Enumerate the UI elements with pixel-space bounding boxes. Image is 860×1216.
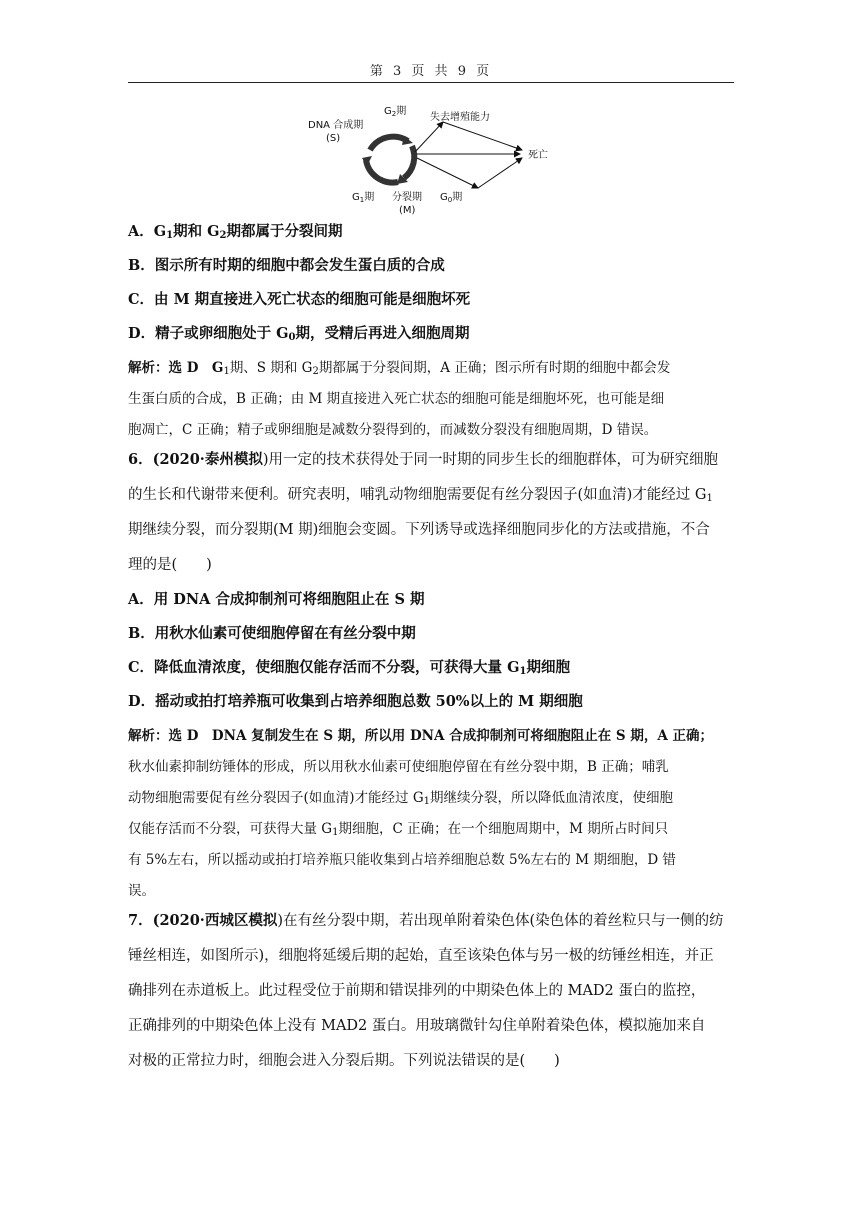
cell-cycle-diagram <box>300 100 570 225</box>
q6-option-b: B．用秋水仙素可使细胞停留在有丝分裂中期 <box>128 625 416 642</box>
q5-option-a: A．$G_1$期和 $G_2$期都属于分裂间期 <box>128 223 343 241</box>
label-death: 死亡 <box>528 150 548 161</box>
label-m-phase-sub: (M) <box>399 205 416 216</box>
arrow-to-g0 <box>417 158 478 188</box>
cycle-arc-upper <box>370 137 408 150</box>
q5-option-d: D．精子或卵细胞处于 $G_0$期，受精后再进入细胞周期 <box>128 325 470 343</box>
page-header: 第 3 页 共 9 页 <box>369 64 493 79</box>
q5-answer-line-1: 解析：选 D $G_1$期、S 期和 $G_2$期都属于分裂间期，A 正确；图示所有时期的细胞中都会发 <box>128 360 671 377</box>
label-g0: $G_0$期 <box>440 192 463 204</box>
q7-stem-line-3: 确排列在赤道板上。此过程受位于前期和错误排列的中期染色体上的 MAD2 蛋白的监控， <box>128 983 706 999</box>
q6-option-c: C．降低血清浓度，使细胞仅能存活而不分裂，可获得大量 $G_1$期细胞 <box>128 659 570 677</box>
q5-option-c: C．由 M 期直接进入死亡状态的细胞可能是细胞坏死 <box>128 291 471 308</box>
header-rule <box>128 82 734 83</box>
q6-option-d: D．摇动或拍打培养瓶可收集到占培养细胞总数 50%以上的 M 期细胞 <box>128 693 583 710</box>
cycle-arc-lower <box>366 160 398 183</box>
arrow-to-lose-ability <box>415 122 443 152</box>
q6-option-a: A．用 DNA 合成抑制剂可将细胞阻止在 S 期 <box>128 591 425 608</box>
q6-answer-line-5: 有 5%左右，所以摇动或拍打培养瓶只能收集到占培养细胞总数 5%左右的 M 期细胞，D 错 <box>128 852 676 868</box>
cycle-arc-right <box>404 146 414 178</box>
q5-option-b: B．图示所有时期的细胞中都会发生蛋白质的合成 <box>128 257 445 274</box>
q5-answer-line-3: 胞凋亡，C 正确；精子或卵细胞是减数分裂得到的，而减数分裂没有细胞周期，D 错误。 <box>128 422 658 438</box>
q6-stem-line-3: 期继续分裂，而分裂期(M 期)细胞会变圆。下列诱导或选择细胞同步化的方法或措施，不合 <box>128 522 710 538</box>
q6-stem <box>128 450 738 575</box>
q7-stem-line-5: 对极的正常拉力时，细胞会进入分裂后期。下列说法错误的是( ) <box>128 1053 560 1069</box>
q7-stem <box>128 911 738 1071</box>
arrow-g0-to-death <box>478 158 522 188</box>
q6-answer-line-3: 动物细胞需要促有丝分裂因子(如血清)才能经过 $G_1$期继续分裂，所以降低血清浓度，使细胞 <box>128 790 673 807</box>
arrow-lose-to-death <box>443 122 522 150</box>
q6-answer-line-1: 解析：选 D DNA 复制发生在 S 期，所以用 DNA 合成抑制剂可将细胞阻止在 S 期，A 正确； <box>128 728 714 744</box>
q5-answer-line-2: 生蛋白质的合成，B 正确；由 M 期直接进入死亡状态的细胞可能是细胞坏死，也可能是细 <box>128 391 665 407</box>
label-lose-ability: 失去增殖能力 <box>430 112 490 123</box>
q6-stem-line-2: 的生长和代谢带来便利。研究表明，哺乳动物细胞需要促有丝分裂因子(如血清)才能经过 $G_1$ <box>128 487 713 504</box>
label-dna-phase-sub: (S) <box>326 133 341 144</box>
q6-answer-line-4: 仅能存活而不分裂，可获得大量 $G_1$期细胞，C 正确；在一个细胞周期中，M 期所占时间只 <box>128 821 669 838</box>
label-m-phase: 分裂期 <box>392 192 422 203</box>
q7-stem-line-1: 7．(2020·西城区模拟)在有丝分裂中期，若出现单附着染色体(染色体的着丝粒只与一侧的纺 <box>128 912 724 929</box>
q6-stem-line-1: 6．(2020·泰州模拟)用一定的技术获得处于同一时期的同步生长的细胞群体，可为研究细胞 <box>128 451 719 468</box>
label-dna-phase: DNA 合成期 <box>308 120 364 131</box>
q6-answer-line-6: 误。 <box>128 883 155 899</box>
q6-answer <box>128 726 738 901</box>
label-g1: $G_1$期 <box>352 192 375 204</box>
q7-stem-line-4: 正确排列的中期染色体上没有 MAD2 蛋白。用玻璃微针勾住单附着染色体，模拟施加来自 <box>128 1018 706 1034</box>
label-g2: $G_2$期 <box>384 106 407 118</box>
q5-answer <box>128 358 738 440</box>
document-body <box>128 222 738 1086</box>
q7-stem-line-2: 锤丝相连，如图所示)，细胞将延缓后期的起始，直至该染色体与另一极的纺锤丝相连，并正 <box>128 948 714 964</box>
q6-stem-line-4: 理的是( ) <box>128 557 212 573</box>
q6-answer-line-2: 秋水仙素抑制纺锤体的形成，所以用秋水仙素可使细胞停留在有丝分裂中期，B 正确；哺乳 <box>128 759 669 775</box>
